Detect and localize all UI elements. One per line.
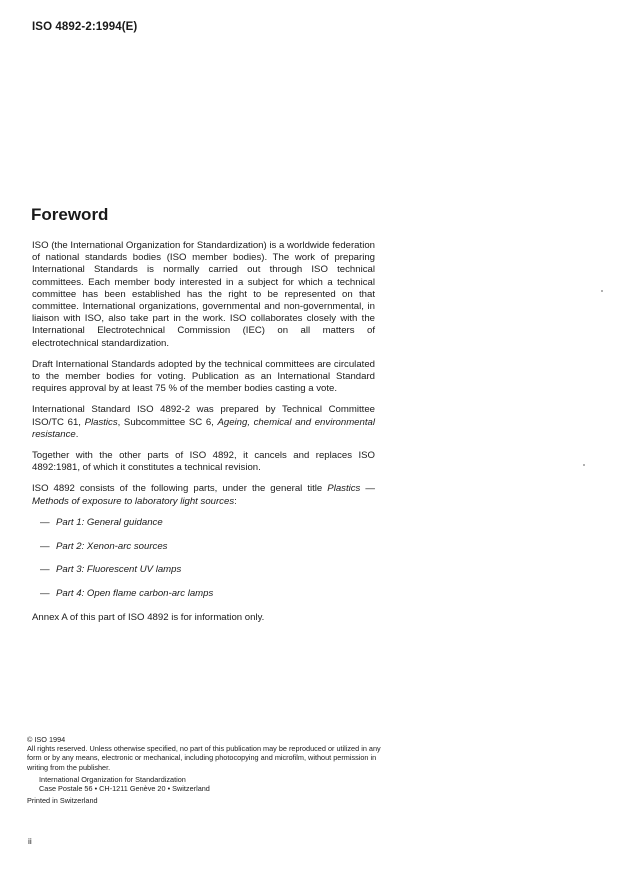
prepared-by-text: International Standard ISO 4892-2 was prepared by Technical Committee ISO/TC 61, [32, 404, 375, 428]
subcommittee-text: , Subcommittee SC 6, [117, 416, 218, 428]
scan-speck [583, 464, 585, 466]
paragraph-parts-intro [32, 483, 375, 507]
paragraph-draft-standards: Draft International Standards adopted by the technical committees are circulated to the member bodies for voting. Publication as an International Standard requires approval by at least 75 % of the member bodies casting a vote. [32, 358, 375, 395]
sc-name: Ageing, chemical and environmental resistance [32, 416, 375, 440]
dash: — [40, 564, 50, 576]
general-title: Plastics — Methods of exposure to laboratory light sources [32, 483, 375, 507]
dash: — [40, 516, 50, 528]
organization-address: Case Postale 56 • CH-1211 Genève 20 • Switzerland [39, 784, 210, 794]
foreword-title: Foreword [31, 205, 109, 224]
paragraph-replaces: Together with the other parts of ISO 4892, it cancels and replaces ISO 4892:1981, of which it constitutes a technical revision. [32, 450, 375, 474]
list-item [40, 517, 375, 529]
period: . [75, 428, 79, 440]
part-label: Part 3: Fluorescent UV lamps [56, 564, 182, 576]
paragraph-iso-intro: ISO (the International Organization for Standardization) is a worldwide federation of national standards bodies (ISO member bodies). The work of preparing International Standards is normally carried out through ISO technical committees. Each member body interested in a subject for which a technical committee has been established has the right to be represented on that committee. International organizations, governmental and non-governmental, in liaison with ISO, also take part in the work. ISO collaborates closely with the International Electrotechnical Commission (IEC) on all matters of electrotechnical standardization. [32, 240, 375, 349]
paragraph-prepared-by [32, 404, 375, 441]
list-item [40, 541, 375, 553]
copyright-line: © ISO 1994 [27, 735, 66, 744]
parts-list [32, 517, 375, 600]
part-label: Part 2: Xenon-arc sources [56, 540, 168, 552]
printed-in: Printed in Switzerland [27, 796, 98, 806]
scan-speck [601, 290, 603, 292]
dash: — [40, 540, 50, 552]
foreword-body [32, 240, 375, 633]
part-label: Part 1: General guidance [56, 516, 163, 528]
rights-statement: All rights reserved. Unless otherwise specified, no part of this publication may be reproduced or utilized in any form or by any means, electronic or mechanical, including photocopying and microfilm, without permission in writing from the publisher. [27, 744, 381, 772]
organization-name: International Organization for Standardization [39, 774, 186, 784]
colon: : [234, 495, 237, 507]
tc-name: Plastics [84, 416, 118, 428]
dash: — [40, 587, 50, 599]
copyright-footer [27, 735, 382, 805]
document-id: ISO 4892-2:1994(E) [32, 21, 138, 33]
paragraph-annex: Annex A of this part of ISO 4892 is for information only. [32, 611, 265, 623]
part-label: Part 4: Open flame carbon-arc lamps [56, 587, 214, 599]
parts-intro-text: ISO 4892 consists of the following parts, under the general title [32, 483, 328, 495]
list-item [40, 564, 375, 576]
page-number: ii [28, 836, 32, 846]
list-item [40, 588, 375, 600]
